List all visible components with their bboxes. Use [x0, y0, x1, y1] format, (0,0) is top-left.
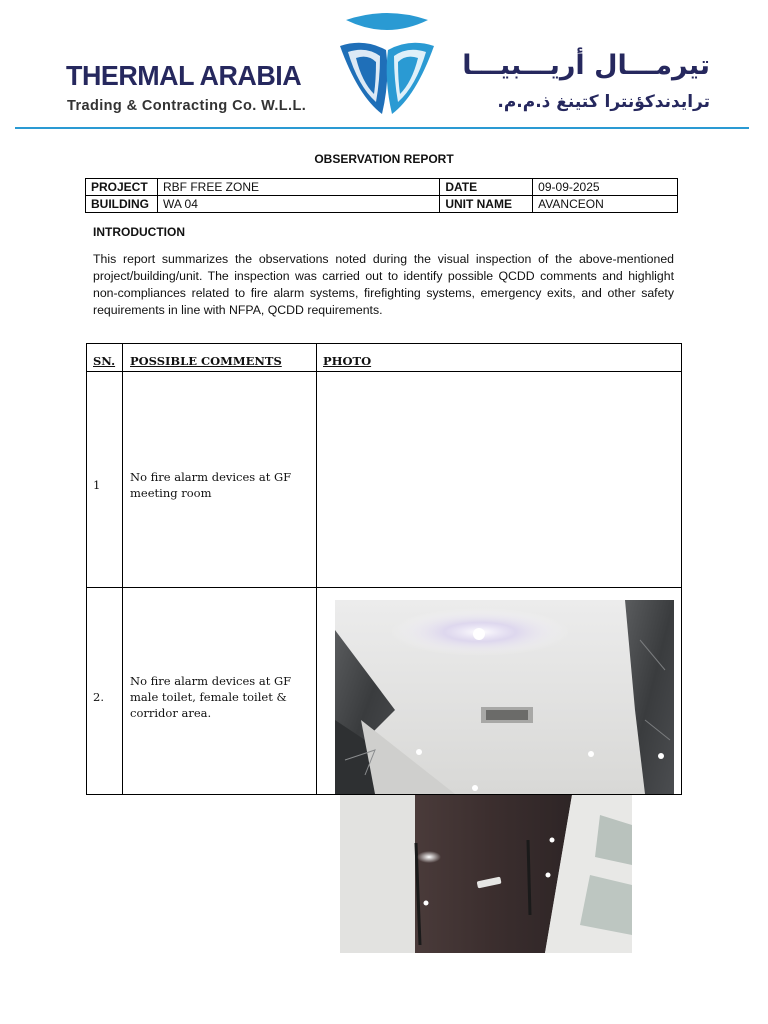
date-value: 09-09-2025 — [533, 179, 678, 196]
row-1-sn: 1 — [93, 478, 101, 492]
project-value: RBF FREE ZONE — [157, 179, 439, 196]
column-divider — [316, 344, 317, 794]
info-row — [86, 179, 678, 196]
building-value: WA 04 — [157, 196, 439, 213]
company-subtitle-arabic: ترايدندكؤنترا كتينغ ذ.م.م. — [497, 92, 710, 112]
row-2-sn: 2. — [93, 690, 104, 704]
date-label: DATE — [440, 179, 533, 196]
company-name-arabic: تيرمـــال أريـــبيـــا — [462, 50, 710, 81]
info-row — [86, 196, 678, 213]
row-divider — [87, 371, 681, 372]
intro-heading: INTRODUCTION — [93, 225, 185, 239]
row-1-comment: No fire alarm devices at GF meeting room — [130, 470, 292, 500]
header-sn: SN. — [93, 354, 116, 368]
row-divider — [87, 587, 681, 588]
header-divider — [15, 127, 749, 129]
company-name: THERMAL ARABIA — [66, 60, 302, 91]
row-2-comment: No fire alarm devices at GF male toilet, female toilet & corridor area. — [130, 674, 292, 720]
company-logo-icon — [336, 10, 438, 120]
column-divider — [122, 344, 123, 794]
ceiling-photo — [335, 600, 674, 794]
company-subtitle: Trading & Contracting Co. W.L.L. — [67, 98, 307, 114]
unit-label: UNIT NAME — [440, 196, 533, 213]
intro-paragraph: This report summarizes the observations noted during the visual inspection of the above-mentioned project/building/unit. The inspection was carried out to identify possible QCDD comments and highlight non-compliances related to fire alarm systems, firefighting systems, emergency exits, and other safety requirements in line with NFPA, QCDD requirements. — [93, 252, 674, 317]
header-comments: POSSIBLE COMMENTS — [130, 354, 282, 368]
project-info-table — [85, 178, 678, 213]
unit-value: AVANCEON — [533, 196, 678, 213]
project-label: PROJECT — [86, 179, 158, 196]
report-title: OBSERVATION REPORT — [314, 152, 454, 166]
door-photo — [340, 795, 632, 953]
building-label: BUILDING — [86, 196, 158, 213]
header-photo: PHOTO — [323, 354, 372, 368]
